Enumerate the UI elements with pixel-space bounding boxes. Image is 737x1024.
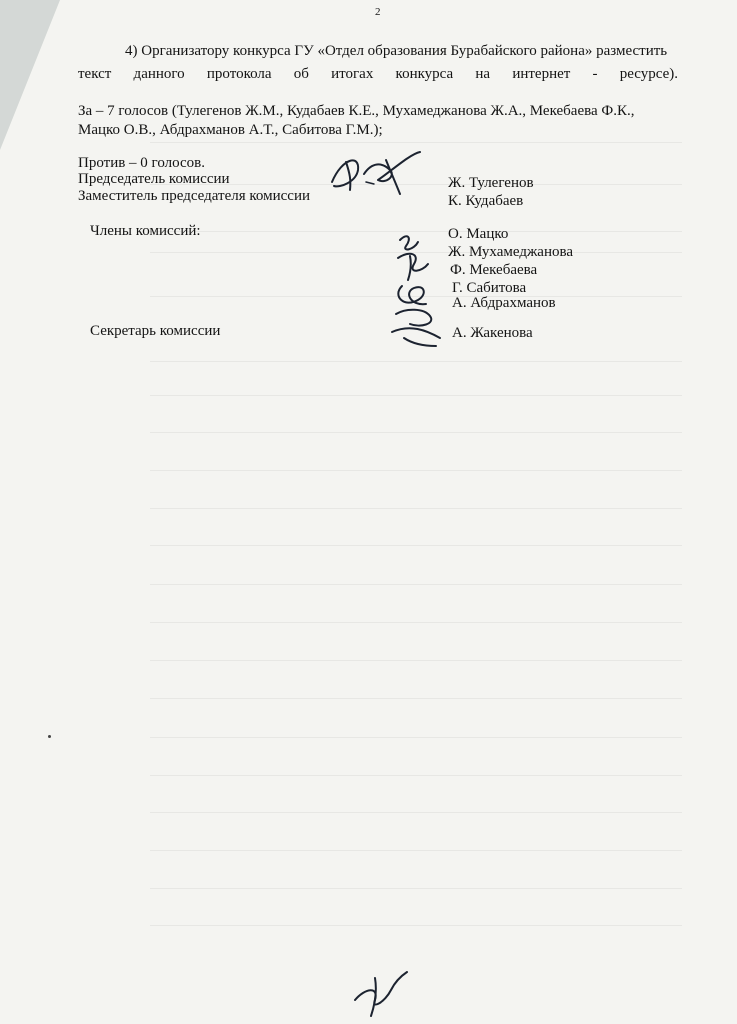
page-number: 2 [375, 6, 381, 18]
chairman-signature [320, 140, 430, 200]
scan-speck [48, 735, 51, 738]
bleed-through-line [150, 660, 682, 661]
bleed-through-line [150, 925, 682, 926]
chairman-role: Председатель комиссии [78, 171, 230, 187]
members-role: Члены комиссий: [90, 223, 201, 239]
deputy-name: К. Кудабаев [448, 193, 524, 209]
bleed-through-line [150, 432, 682, 433]
bleed-through-line [150, 698, 682, 699]
secretary-role: Секретарь комиссии [90, 323, 221, 339]
bleed-through-line [150, 775, 682, 776]
members-signatures [380, 228, 455, 358]
member-name: О. Мацко [448, 226, 509, 242]
member-name: А. Абдрахманов [452, 295, 556, 311]
vote-for-line1: За – 7 голосов (Тулегенов Ж.М., Кудабаев К.Е., Мухамеджанова Ж.А., Мекебаева Ф.К., [78, 103, 635, 119]
item4-line2: текст данного протокола об итогах конкурса на интернет - ресурсе). [78, 66, 678, 82]
vote-for-line2: Мацко О.В., Абдрахманов А.Т., Сабитова Г.М.); [78, 122, 383, 138]
member-name: Г. Сабитова [452, 280, 527, 296]
bleed-through-line [150, 850, 682, 851]
bleed-through-line [150, 622, 682, 623]
member-name: Ж. Мухамеджанова [448, 244, 574, 260]
vote-against: Против – 0 голосов. [78, 155, 205, 171]
secretary-name: А. Жакенова [452, 325, 533, 341]
bleed-through-line [150, 508, 682, 509]
folded-corner [0, 0, 60, 150]
chairman-name: Ж. Тулегенов [448, 175, 534, 191]
bleed-through-line [150, 812, 682, 813]
deputy-role: Заместитель председателя комиссии [78, 188, 311, 204]
bleed-through-line [150, 470, 682, 471]
bleed-through-line [150, 361, 682, 362]
bleed-through-line [150, 888, 682, 889]
member-name: Ф. Мекебаева [450, 262, 538, 278]
item4-line1: 4) Организатору конкурса ГУ «Отдел образования Бурабайского района» разместить [125, 43, 668, 59]
bleed-through-line [150, 584, 682, 585]
bottom-signature [345, 960, 415, 1020]
bleed-through-line [150, 395, 682, 396]
bleed-through-line [150, 737, 682, 738]
bleed-through-line [150, 545, 682, 546]
